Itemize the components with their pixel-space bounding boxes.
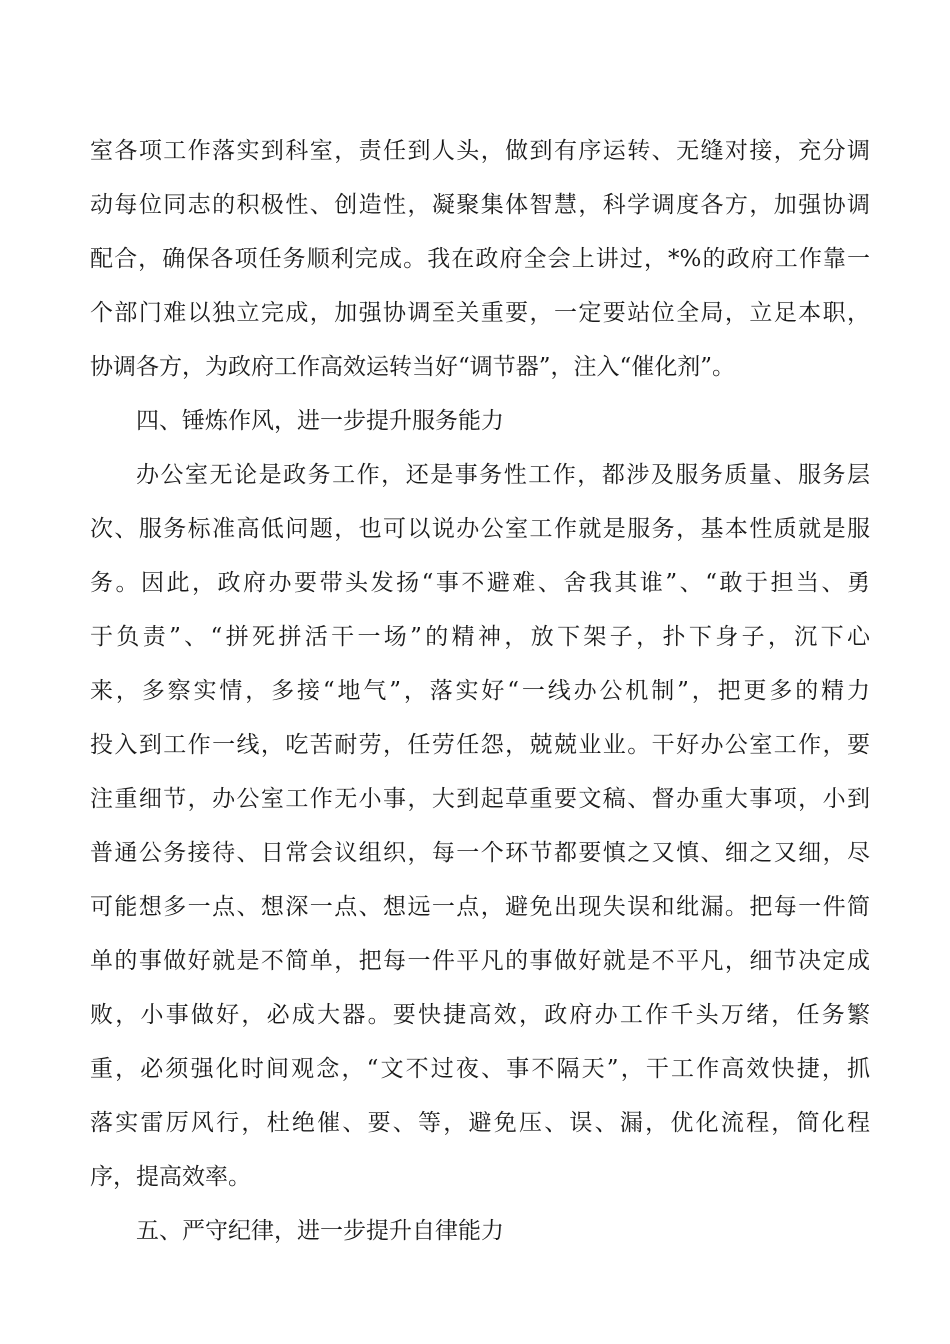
paragraph-line: 注重细节，办公室工作无小事，大到起草重要文稿、督办重大事项，小到 [90, 786, 870, 812]
paragraph-line: 普通公务接待、日常会议组织，每一个环节都要慎之又慎、细之又细，尽 [90, 840, 870, 866]
paragraph-line: 配合，确保各项任务顺利完成。我在政府全会上讲过，*%的政府工作靠一 [90, 246, 870, 272]
paragraph-line: 落实雷厉风行，杜绝催、要、等，避免压、误、漏，优化流程，简化程 [90, 1110, 870, 1136]
section-heading-4: 四、锤炼作风，进一步提升服务能力 [136, 408, 504, 434]
paragraph-line: 协调各方，为政府工作高效运转当好“调节器”，注入“催化剂”。 [90, 354, 736, 380]
paragraph-line: 次、服务标准高低问题，也可以说办公室工作就是服务，基本性质就是服 [90, 516, 870, 542]
paragraph-line: 单的事做好就是不简单，把每一件平凡的事做好就是不平凡，细节决定成 [90, 948, 870, 974]
paragraph-line: 个部门难以独立完成，加强协调至关重要，一定要站位全局，立足本职， [90, 300, 870, 326]
section-heading-5: 五、严守纪律，进一步提升自律能力 [136, 1218, 504, 1244]
paragraph-line: 动每位同志的积极性、创造性，凝聚集体智慧，科学调度各方，加强协调 [90, 192, 870, 218]
paragraph-line: 室各项工作落实到科室，责任到人头，做到有序运转、无缝对接，充分调 [90, 138, 870, 164]
paragraph-line: 败，小事做好，必成大器。要快捷高效，政府办工作千头万绪，任务繁 [90, 1002, 870, 1028]
paragraph-line: 投入到工作一线，吃苦耐劳，任劳任怨，兢兢业业。干好办公室工作，要 [90, 732, 870, 758]
paragraph-line: 可能想多一点、想深一点、想远一点，避免出现失误和纰漏。把每一件简 [90, 894, 870, 920]
paragraph-line: 务。因此，政府办要带头发扬“事不避难、舍我其谁”、“敢于担当、勇 [90, 570, 870, 596]
paragraph-line: 序，提高效率。 [90, 1164, 251, 1190]
paragraph-line: 重，必须强化时间观念，“文不过夜、事不隔天”，干工作高效快捷，抓 [90, 1056, 870, 1082]
paragraph-line: 于负责”、“拼死拼活干一场”的精神，放下架子，扑下身子，沉下心 [90, 624, 870, 650]
paragraph-line: 来，多察实情，多接“地气”，落实好“一线办公机制”，把更多的精力 [90, 678, 870, 704]
paragraph-line: 办公室无论是政务工作，还是事务性工作，都涉及服务质量、服务层 [136, 462, 870, 488]
